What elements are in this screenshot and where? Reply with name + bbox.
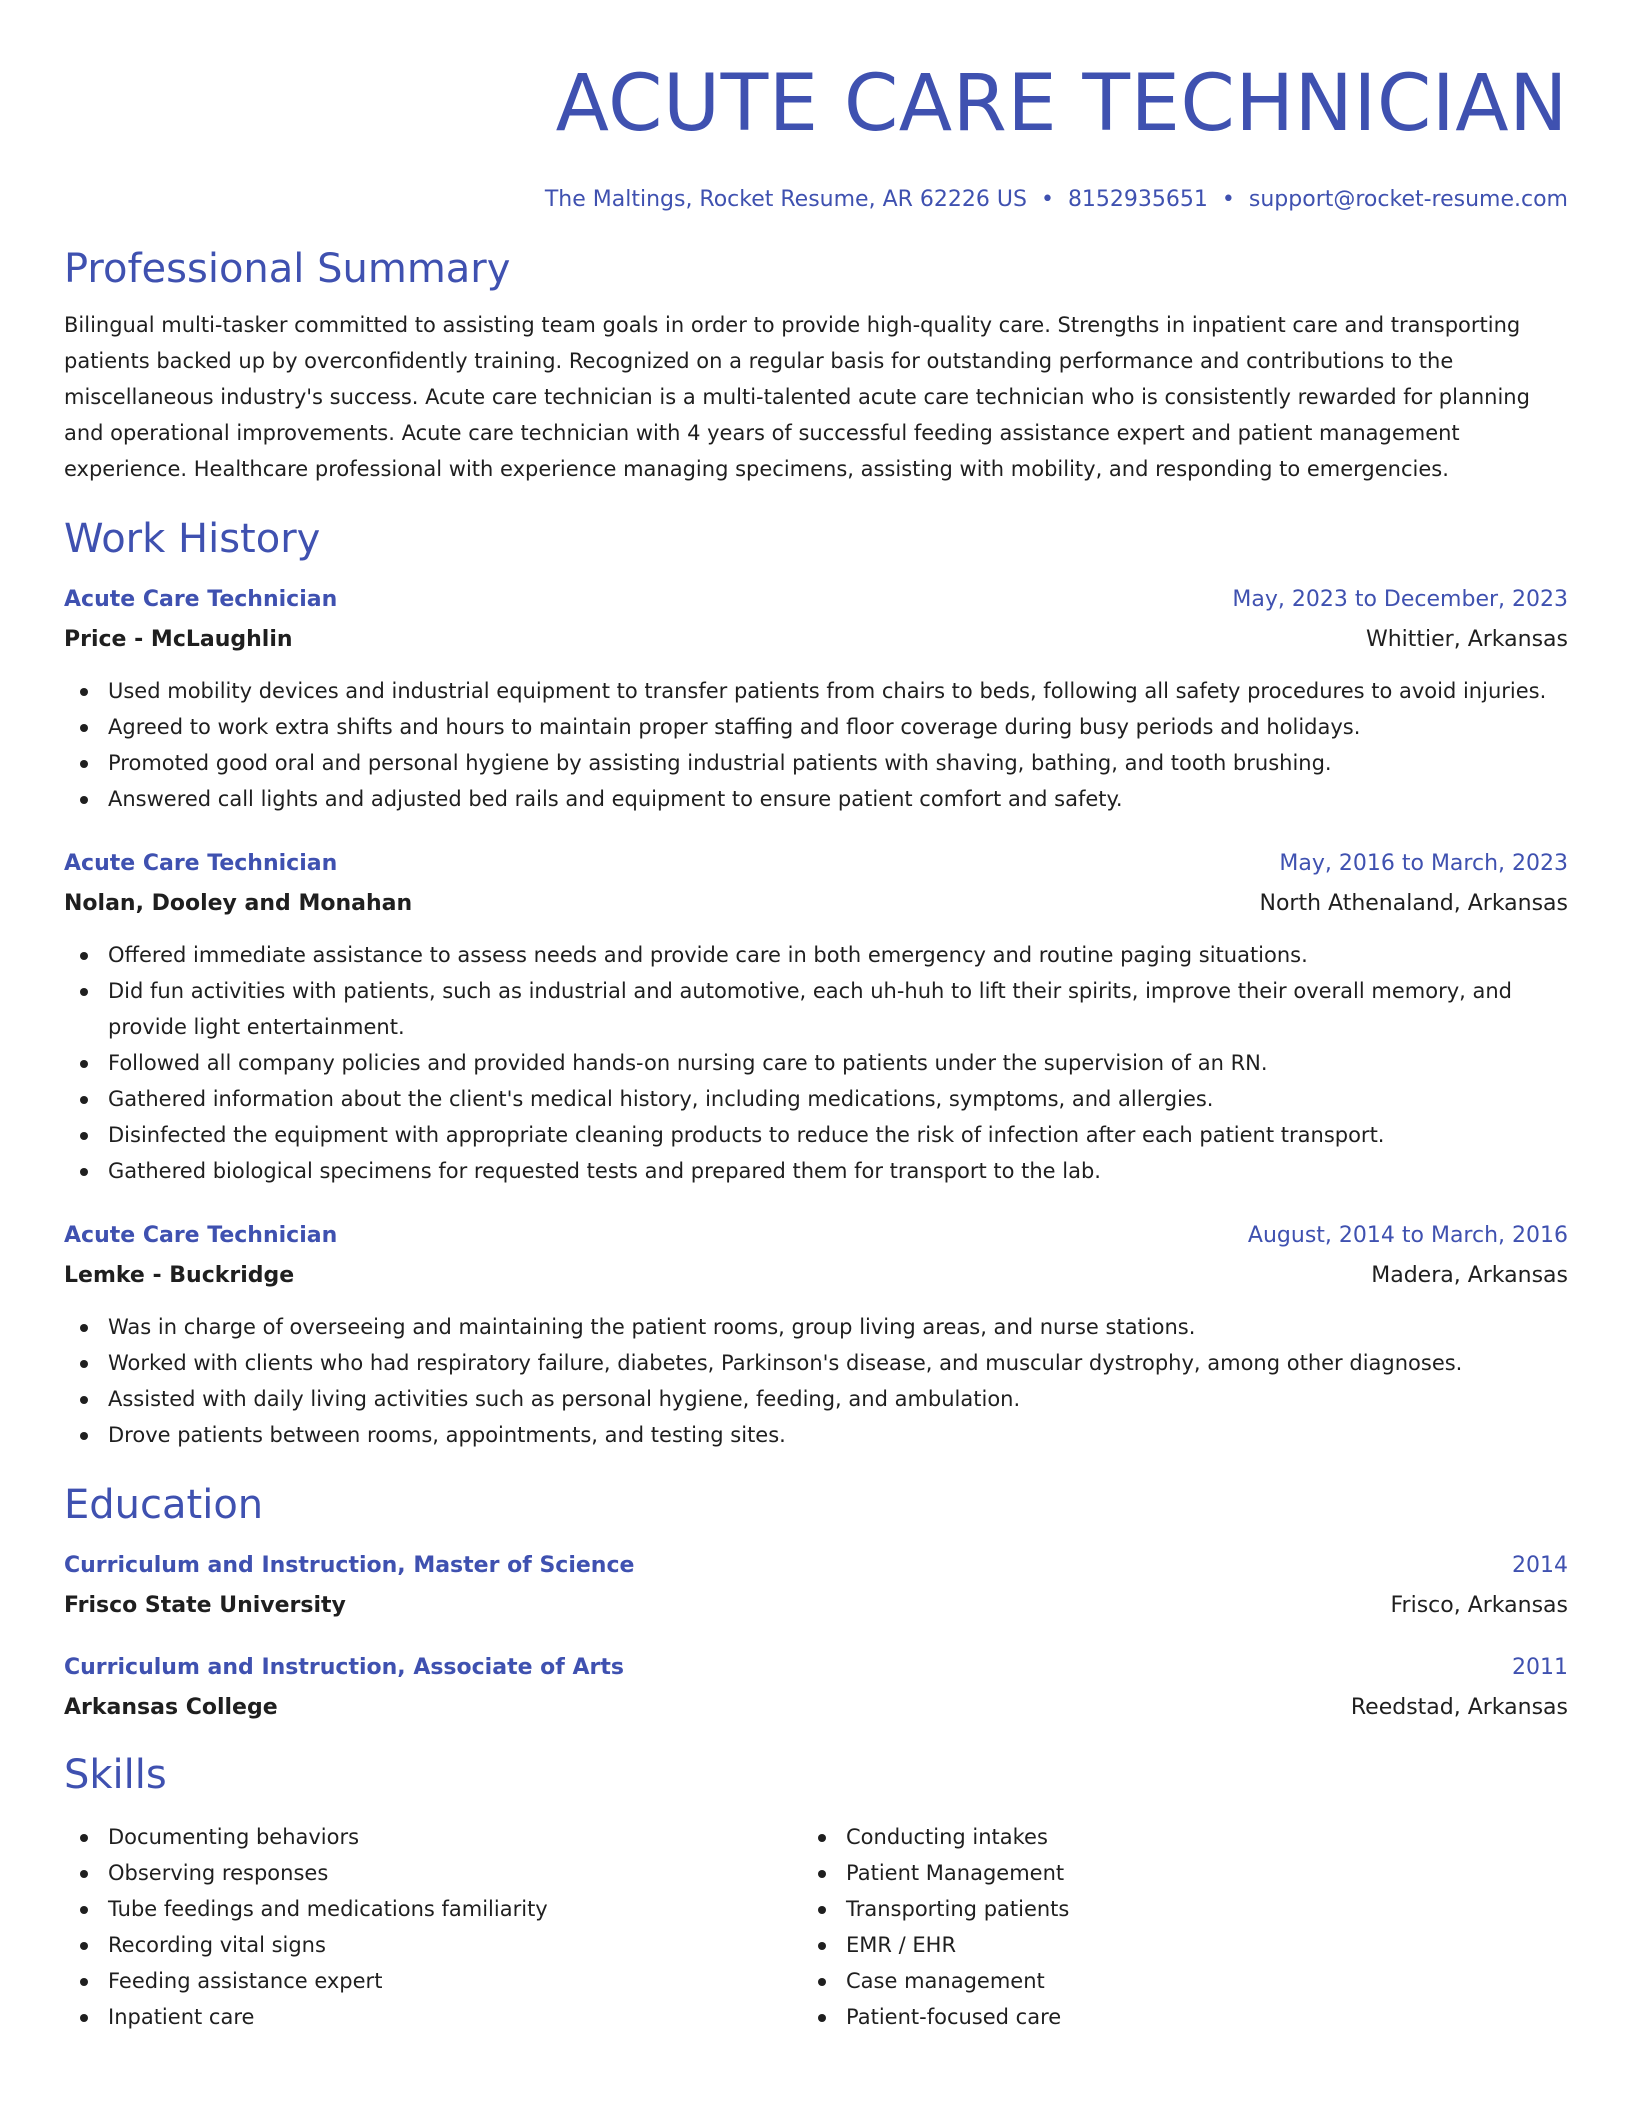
contact-line (64, 185, 1568, 215)
education-location: Frisco, Arkansas (1390, 1593, 1568, 1618)
summary-text: Bilingual multi-tasker committed to assisting team goals in order to provide high-quality care. Strengths in inpatient care and transporting patients backed up by overconfidently training. Recognized on a regular basis for outstanding performance and contributions to the miscellaneous industry's success. Acute care technician is a multi-talented acute care technician who is consistently rewarded for planning and operational improvements. Acute care technician with 4 years of successful feeding assistance expert and patient management experience. Healthcare professional with experience managing specimens, assisting with mobility, and responding to emergencies. (64, 313, 1530, 481)
job-entry (64, 849, 1568, 1189)
job-bullets (64, 937, 1568, 1189)
job-location: Madera, Arkansas (1371, 1263, 1568, 1288)
job-bullet: Did fun activities with patients, such as industrial and automotive, each uh-huh to lift their spirits, improve their overall memory, and provide light entertainment. (64, 973, 1568, 1045)
education-school: Arkansas College (64, 1695, 278, 1720)
skill-item: Tube feedings and medications familiarity (64, 1891, 802, 1927)
skill-item: Observing responses (64, 1855, 802, 1891)
job-bullets (64, 1309, 1568, 1453)
job-role: Acute Care Technician (64, 851, 338, 876)
skill-item: EMR / EHR (802, 1927, 1540, 1963)
education-degree: Curriculum and Instruction, Associate of Arts (64, 1655, 625, 1680)
job-company: Price - McLaughlin (64, 627, 293, 652)
contact-separator: • (1221, 187, 1235, 212)
job-bullet: Worked with clients who had respiratory failure, diabetes, Parkinson's disease, and muscular dystrophy, among other diagnoses. (64, 1345, 1568, 1381)
summary-heading: Professional Summary (64, 246, 511, 292)
job-dates: August, 2014 to March, 2016 (1247, 1223, 1568, 1248)
skill-item: Patient-focused care (802, 1999, 1540, 2035)
education-heading: Education (64, 1482, 264, 1528)
education-year: 2011 (1512, 1655, 1568, 1680)
education-degree: Curriculum and Instruction, Master of Science (64, 1553, 635, 1578)
job-dates: May, 2016 to March, 2023 (1279, 851, 1568, 876)
education-location: Reedstad, Arkansas (1350, 1695, 1568, 1720)
job-entry (64, 585, 1568, 817)
job-entry (64, 1221, 1568, 1453)
skill-item: Patient Management (802, 1855, 1540, 1891)
education-entry (64, 1551, 1568, 1621)
job-bullet: Gathered biological specimens for requested tests and prepared them for transport to the lab. (64, 1153, 1568, 1189)
job-role: Acute Care Technician (64, 587, 338, 612)
job-role: Acute Care Technician (64, 1223, 338, 1248)
contact-phone: 8152935651 (1067, 187, 1208, 212)
job-bullets (64, 673, 1568, 817)
job-dates: May, 2023 to December, 2023 (1232, 587, 1568, 612)
job-company: Lemke - Buckridge (64, 1263, 295, 1288)
job-bullet: Followed all company policies and provided hands-on nursing care to patients under the supervision of an RN. (64, 1045, 1568, 1081)
work-history-heading: Work History (64, 516, 321, 562)
job-bullet: Used mobility devices and industrial equipment to transfer patients from chairs to beds, following all safety procedures to avoid injuries. (64, 673, 1568, 709)
job-bullet: Gathered information about the client's medical history, including medications, symptoms, and allergies. (64, 1081, 1568, 1117)
job-company: Nolan, Dooley and Monahan (64, 891, 413, 916)
skill-item: Recording vital signs (64, 1927, 802, 1963)
skill-item: Conducting intakes (802, 1819, 1540, 1855)
skill-item: Case management (802, 1963, 1540, 1999)
skill-item: Feeding assistance expert (64, 1963, 802, 1999)
job-bullet: Offered immediate assistance to assess needs and provide care in both emergency and routine paging situations. (64, 937, 1568, 973)
job-bullet: Promoted good oral and personal hygiene by assisting industrial patients with shaving, bathing, and tooth brushing. (64, 745, 1568, 781)
contact-separator: • (1040, 187, 1054, 212)
skill-item: Transporting patients (802, 1891, 1540, 1927)
contact-address: The Maltings, Rocket Resume, AR 62226 US (544, 187, 1027, 212)
education-year: 2014 (1512, 1553, 1568, 1578)
job-bullet: Answered call lights and adjusted bed rails and equipment to ensure patient comfort and safety. (64, 781, 1568, 817)
job-location: North Athenaland, Arkansas (1259, 891, 1568, 916)
education-entry (64, 1653, 1568, 1723)
job-bullet: Agreed to work extra shifts and hours to maintain proper staffing and floor coverage during busy periods and holidays. (64, 709, 1568, 745)
job-bullet: Was in charge of overseeing and maintaining the patient rooms, group living areas, and nurse stations. (64, 1309, 1568, 1345)
skills-heading: Skills (64, 1752, 167, 1798)
skills-column-right (802, 1819, 1540, 2035)
job-bullet: Assisted with daily living activities such as personal hygiene, feeding, and ambulation. (64, 1381, 1568, 1417)
skill-item: Inpatient care (64, 1999, 802, 2035)
job-location: Whittier, Arkansas (1365, 627, 1568, 652)
skills-list (64, 1819, 1568, 2035)
job-bullet: Drove patients between rooms, appointments, and testing sites. (64, 1417, 1568, 1453)
skills-column-left (64, 1819, 802, 2035)
contact-email[interactable]: support@rocket-resume.com (1248, 187, 1568, 212)
skill-item: Documenting behaviors (64, 1819, 802, 1855)
job-bullet: Disinfected the equipment with appropriate cleaning products to reduce the risk of infection after each patient transport. (64, 1117, 1568, 1153)
education-school: Frisco State University (64, 1593, 346, 1618)
candidate-title: ACUTE CARE TECHNICIAN (555, 59, 1568, 149)
